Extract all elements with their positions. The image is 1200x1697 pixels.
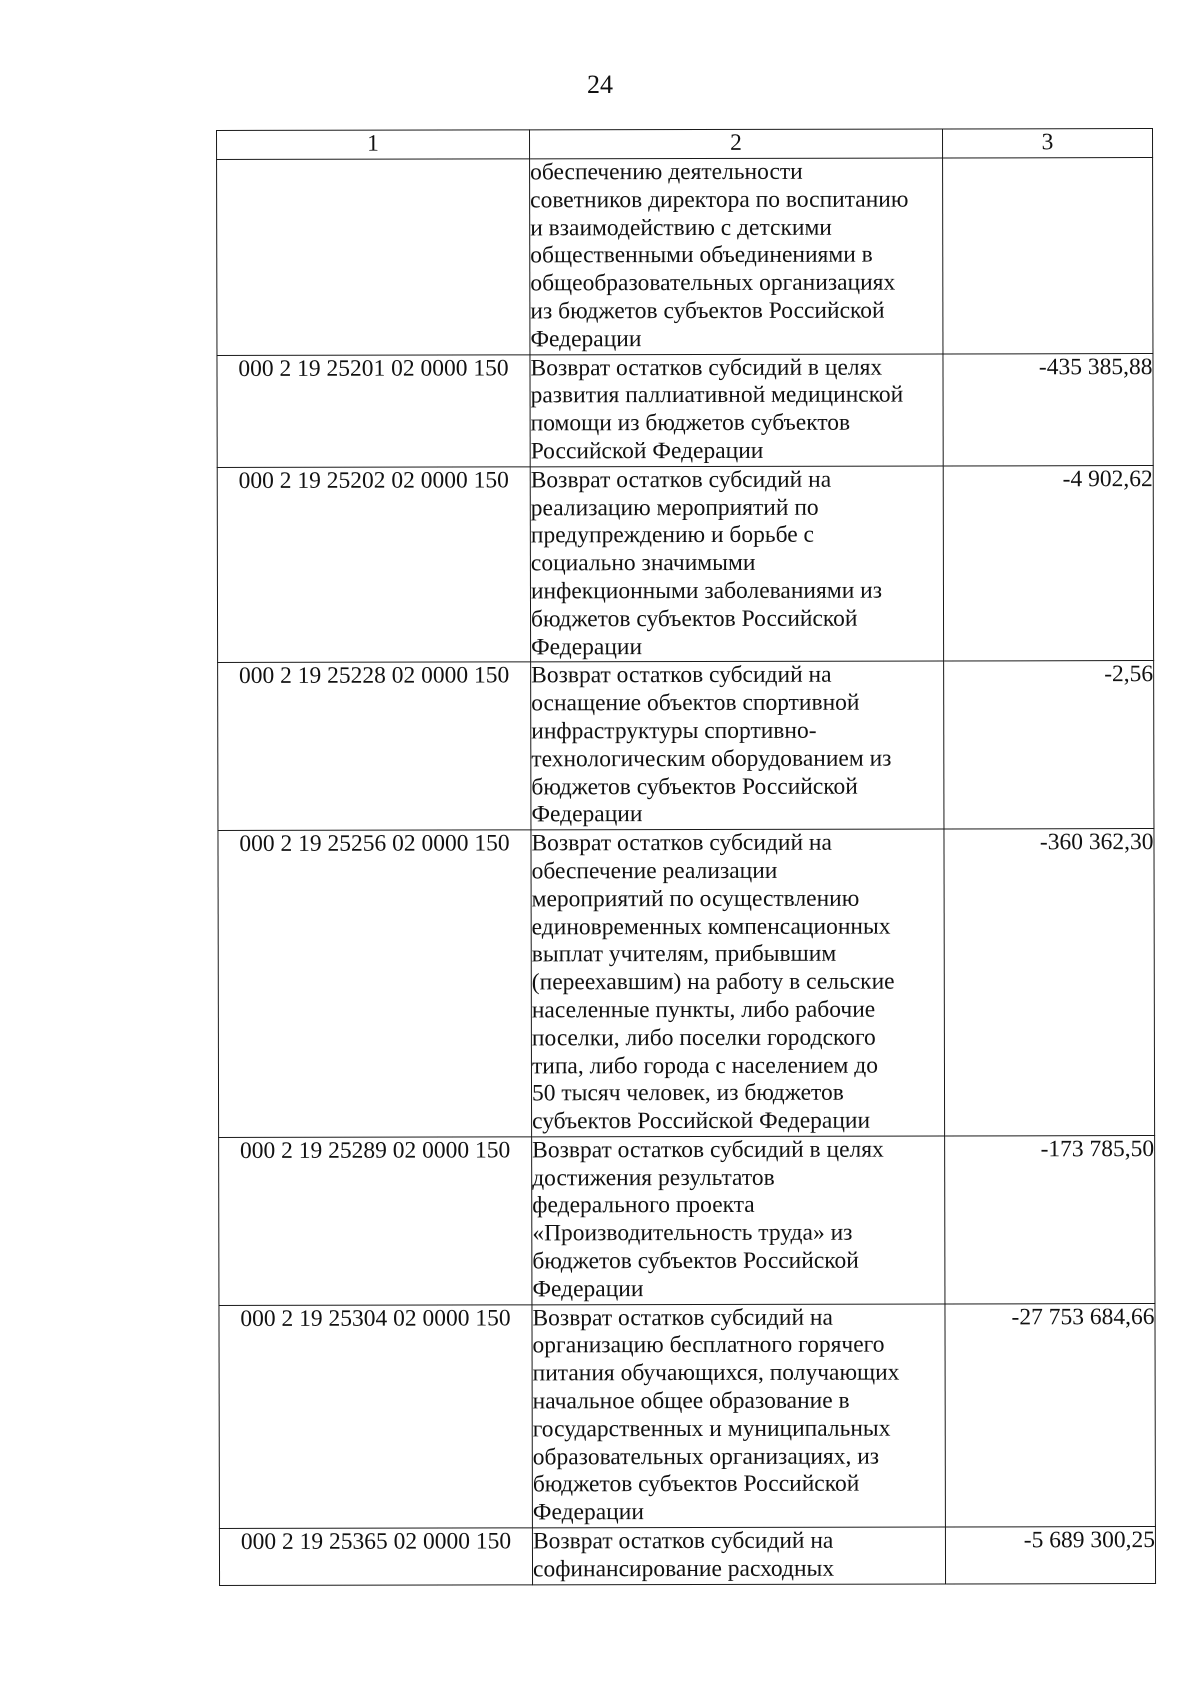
revenue-name-line: технологическим оборудованием из [531, 745, 892, 773]
amount-cell: -360 362,30 [944, 829, 1155, 1136]
revenue-name-cell [530, 466, 943, 662]
revenue-name-line: Возврат остатков субсидий в целях [530, 354, 883, 381]
column-header-2: 2 [530, 129, 943, 159]
revenue-code-cell: 000 2 19 25304 02 0000 150 [219, 1305, 532, 1529]
page-number: 24 [587, 70, 613, 99]
revenue-name-line: Федерации [530, 325, 642, 353]
revenue-name-line: Возврат остатков субсидий на [532, 1304, 833, 1332]
amount-cell: -2,56 [944, 661, 1154, 829]
revenue-name-line: инфекционными заболеваниями из [530, 577, 883, 605]
revenue-name-line: Возврат остатков субсидий на [532, 1527, 834, 1555]
revenue-name-cell [532, 1136, 945, 1305]
header-row [217, 129, 1153, 160]
table-row [218, 661, 1154, 831]
table-header [217, 129, 1153, 160]
table-row [217, 353, 1153, 467]
revenue-name-line: субъектов Российской Федерации [532, 1107, 871, 1135]
amount-cell: -5 689 300,25 [945, 1527, 1155, 1584]
revenue-name-line: 50 тысяч человек, из бюджетов [531, 1079, 844, 1107]
revenue-name-cell [530, 354, 943, 467]
revenue-name-line: государственных и муниципальных [532, 1415, 891, 1443]
revenue-name-line: помощи из бюджетов субъектов [530, 409, 851, 437]
revenue-name-line: бюджетов субъектов Российской [532, 1471, 860, 1498]
revenue-name-cell [530, 158, 943, 354]
amount-cell: -4 902,62 [943, 465, 1153, 661]
revenue-name-line: предупреждению и борьбе с [530, 522, 815, 549]
revenue-name-line: Возврат остатков субсидий на [530, 466, 832, 494]
revenue-name-line: населенные пункты, либо рабочие [531, 996, 876, 1024]
revenue-name-line: типа, либо города с населением до [531, 1052, 879, 1079]
revenue-name-line: федерального проекта [532, 1192, 755, 1219]
table-row [217, 465, 1153, 663]
revenue-name-line: Федерации [531, 801, 643, 828]
revenue-name-line: мероприятий по осуществлению [531, 885, 860, 913]
revenue-name-line: Возврат остатков субсидий на [531, 829, 832, 857]
column-header-3: 3 [942, 129, 1152, 158]
revenue-name-line: (переехавшим) на работу в сельские [531, 968, 895, 996]
revenue-name-line: общеобразовательных организациях [530, 269, 896, 297]
revenue-code-cell: 000 2 19 25202 02 0000 150 [217, 467, 530, 663]
revenue-name-line: единовременных компенсационных [531, 913, 891, 940]
table-row [219, 1303, 1155, 1528]
revenue-name-line: бюджетов субъектов Российской [532, 1247, 859, 1275]
revenue-name-line: Федерации [532, 1499, 644, 1526]
revenue-name-line: Российской Федерации [530, 437, 764, 465]
revenue-name-line: бюджетов субъектов Российской [531, 773, 858, 800]
revenue-name-line: образовательных организациях, из [532, 1443, 880, 1470]
table-row [218, 829, 1155, 1138]
revenue-name-line: начальное общее образование в [532, 1387, 850, 1415]
revenue-name-line: обеспечение реализации [531, 857, 778, 885]
revenue-name-cell [532, 1304, 945, 1528]
revenue-name-line: из бюджетов субъектов Российской [530, 297, 885, 325]
budget-table [216, 128, 1156, 1586]
revenue-name-line: советников директора по воспитанию [530, 186, 909, 214]
amount-cell [943, 158, 1153, 354]
revenue-name-line: питания обучающихся, получающих [532, 1359, 900, 1387]
table-body [217, 158, 1156, 1586]
revenue-name-line: Возврат остатков субсидий на [531, 662, 832, 689]
revenue-name-cell [531, 661, 944, 830]
revenue-name-cell [531, 829, 945, 1137]
revenue-code-cell: 000 2 19 25228 02 0000 150 [218, 662, 531, 830]
revenue-name-line: Федерации [532, 1275, 644, 1303]
revenue-name-line: организацию бесплатного горячего [532, 1332, 885, 1359]
revenue-name-line: Федерации [531, 633, 643, 660]
revenue-name-line: социально значимыми [530, 550, 756, 577]
revenue-name-line: оснащение объектов спортивной [531, 689, 860, 717]
revenue-name-line: Возврат остатков субсидий в целях [532, 1136, 884, 1164]
revenue-name-line: реализацию мероприятий по [530, 494, 819, 521]
revenue-name-line: обеспечению деятельности [530, 158, 803, 186]
table-row [219, 1135, 1155, 1305]
amount-cell: -435 385,88 [943, 353, 1153, 466]
table-row [219, 1527, 1155, 1586]
revenue-name-line: инфраструктуры спортивно- [531, 717, 817, 745]
amount-cell: -173 785,50 [945, 1135, 1155, 1303]
revenue-name-line: поселки, либо поселки городского [531, 1024, 876, 1052]
revenue-name-line: софинансирование расходных [532, 1555, 835, 1583]
column-header-1: 1 [217, 130, 530, 160]
revenue-code-cell: 000 2 19 25289 02 0000 150 [219, 1137, 532, 1305]
revenue-name-line: достижения результатов [532, 1164, 775, 1192]
revenue-name-line: общественными объединениями в [530, 242, 873, 269]
revenue-code-cell [217, 159, 530, 355]
revenue-code-cell: 000 2 19 25201 02 0000 150 [217, 354, 530, 467]
amount-cell: -27 753 684,66 [945, 1303, 1155, 1527]
revenue-name-cell [532, 1527, 945, 1584]
revenue-code-cell: 000 2 19 25256 02 0000 150 [218, 830, 532, 1137]
revenue-name-line: бюджетов субъектов Российской [530, 605, 858, 633]
revenue-name-line: и взаимодействию с детскими [530, 214, 832, 241]
revenue-code-cell: 000 2 19 25365 02 0000 150 [219, 1528, 532, 1585]
revenue-name-line: развития паллиативной медицинской [530, 381, 904, 409]
table-row [217, 158, 1153, 356]
revenue-name-line: «Производительность труда» из [532, 1219, 853, 1247]
revenue-name-line: выплат учителям, прибывшим [531, 941, 837, 968]
